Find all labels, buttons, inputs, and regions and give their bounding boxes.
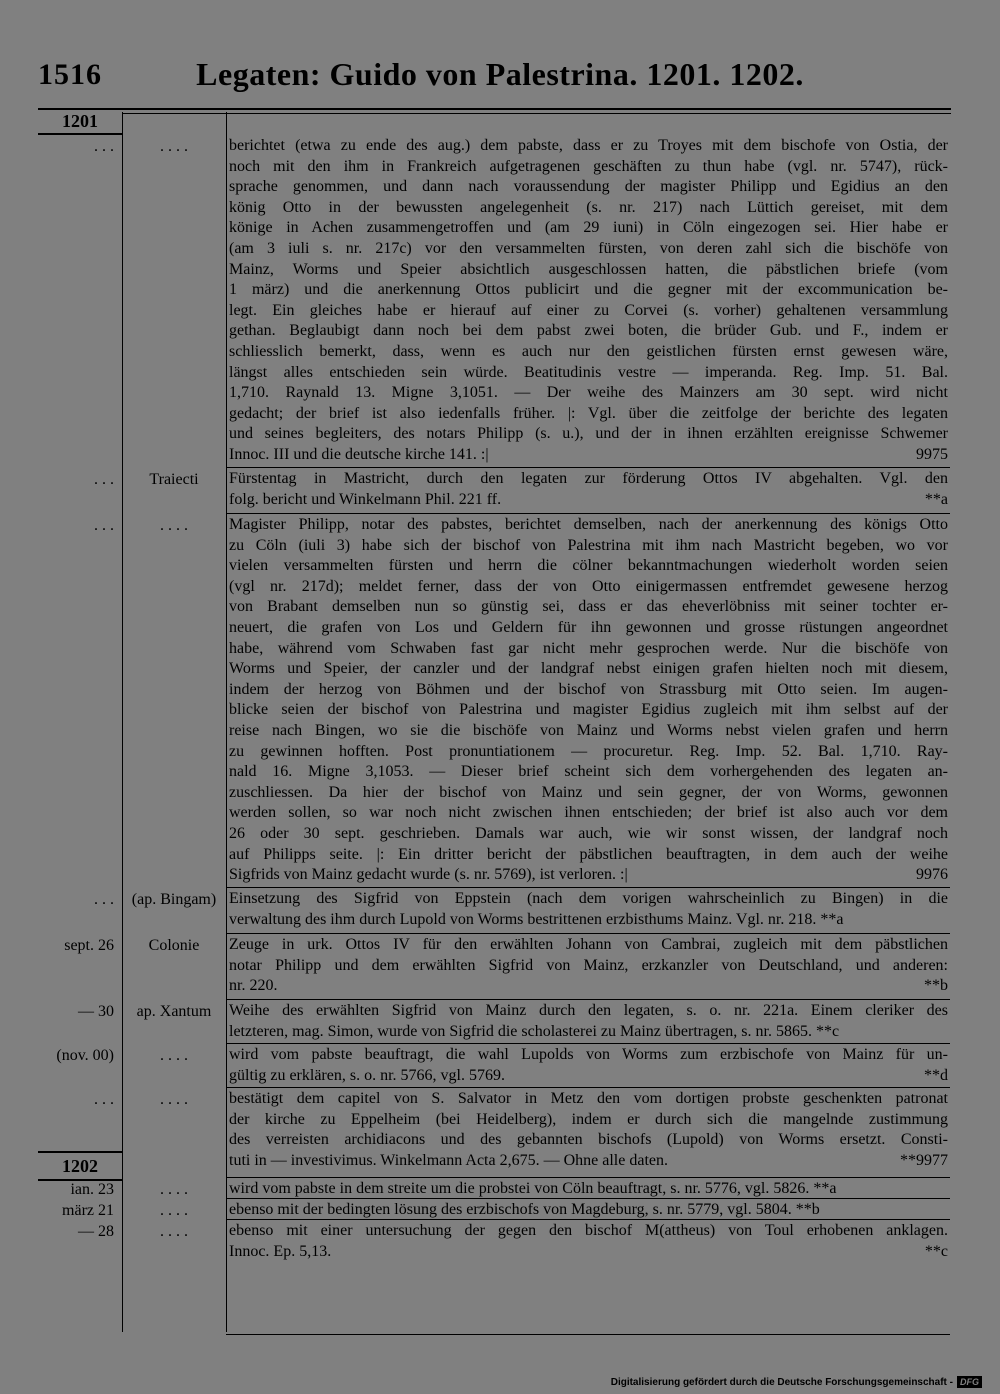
entry-text-line: von Brabant demselben nun so günstig sei, dass er das eheverlöbniss mit seiner tochter er- [229, 598, 948, 616]
entry-text-line: legt. Ein gleiches habe er hierauf auf einer zu Corvei (s. vorher) gehaltenen versammlung [229, 301, 948, 319]
entry-date: . . . [94, 471, 114, 488]
entry-place: . . . . [160, 138, 188, 155]
entry-date: — 30 [78, 1003, 114, 1020]
entry-text [229, 1045, 948, 1086]
entry-place: . . . . [160, 1047, 188, 1064]
entry-text-line: vielen versammelten fürsten und herrn die cölner bekanntmachungen wiederholt worden seien [229, 557, 948, 575]
entry-text [229, 1001, 948, 1042]
entry-text-line: Mainz, Worms und Speier absichtlich ausgeschlossen hatten, die päbstlichen briefe (vom [229, 260, 948, 278]
header-rule [38, 108, 951, 110]
entry-text-line: (vgl nr. 217d); meldet ferner, dass der von Otto einigermassen entfremdet gewesene herzog [229, 577, 948, 595]
entry-text-line: letzteren, mag. Simon, wurde von Sigfrid die scholasterei zu Mainz übertragen, s. nr. 5865. **c [229, 1022, 840, 1040]
entry-place: . . . . [160, 517, 188, 534]
entry-text-line: Worms und Speier, der canzler und der landgraf nebst einigen grafen hielten noch mit diesem, [229, 660, 948, 678]
entry-text-line: Weihe des erwählten Sigfrid von Mainz durch den legaten, s. o. nr. 221a. Einem cleriker des [229, 1002, 948, 1019]
entry-place: . . . . [160, 1202, 188, 1219]
year-heading-1202: 1202 [38, 1151, 122, 1181]
entry-text-line-content: Sigfrids von Mainz gedacht wurde (s. nr. 5769), ist verloren. :| [229, 866, 628, 884]
entry-text-line: Fürstentag in Mastricht, durch den legaten zur förderung Ottos IV abgehalten. Vgl. den [229, 470, 948, 487]
entry-text-line [229, 976, 948, 997]
entry-date: märz 21 [62, 1202, 114, 1219]
entry-text-line: des verreisten archidiacons und des gebannten bischofs (Lupold) von Worms ersetzt. Consti- [229, 1131, 948, 1149]
year-heading-1201: 1201 [62, 111, 98, 131]
entry-text [229, 1200, 948, 1221]
entry-separator [226, 1043, 950, 1044]
entry-separator [226, 1177, 950, 1178]
entry-place: . . . . [160, 1091, 188, 1108]
entry-place: . . . . [160, 1181, 188, 1198]
entry-text [229, 515, 948, 886]
entry-text-line: zu gewinnen hofften. Post pronuntiationem — procuretur. Reg. Imp. 52. Bal. 1,710. Ray- [229, 742, 948, 760]
footer-credit-text: Digitalisierung gefördert durch die Deutsche Forschungsgemeinschaft - [610, 1376, 953, 1388]
entry-number: **9977 [900, 1151, 948, 1169]
entry-text-line [229, 1242, 948, 1263]
entry-text-line: reise nach Bingen, wo sie die bischöfe von Mainz und Worms nebst vielen grafen und herrn [229, 721, 948, 739]
entry-date: sept. 26 [64, 937, 114, 954]
entry-date: — 28 [78, 1223, 114, 1240]
entry-text-line: zuschliessen. Da hier der bischof von Mainz und sein gegner, der von Worms, gewonnen [229, 783, 948, 801]
entry-text-line: Magister Philipp, notar des pabstes, berichtet demselben, nach der anerkennung des königs Otto [229, 516, 948, 533]
entry-date: (nov. 00) [56, 1047, 114, 1064]
entry-date: . . . [94, 891, 114, 908]
entry-text-line: berichtet (etwa zu ende des aug.) dem pabste, dass er zu Troyes mit dem bischofe von Ostia, der [229, 137, 948, 154]
entry-text-line: neuert, die grafen von Los und Geldern für ihn gewonnen und grosse rüstungen angeordnet [229, 618, 948, 636]
entry-text-line: 1 märz) und die anerkennung Ottos publicirt und die gegner mit der excommunication be- [229, 281, 948, 299]
entry-text-line: blicke seien der bischof von Palestrina und magister Egidius zugleich mit ihm selbst auf der [229, 701, 948, 719]
entry-separator [226, 1087, 950, 1088]
entry-number: **a [924, 490, 948, 508]
entry-number: **c [924, 1242, 948, 1260]
entry-text-line: (am 3 iuli s. nr. 217c) vor den versammelten fürsten, von deren zahl sich die bischöfe von [229, 239, 948, 257]
entry-text-line: wird vom pabste in dem streite um die probstei von Cöln beauftragt, s. nr. 5776, vgl. 5826. **a [229, 1180, 837, 1197]
entry-text-line: 26 oder 30 sept. geschrieben. Damals war auch, wie wir sonst wissen, der landgraf noch [229, 824, 948, 842]
entry-date: . . . [94, 138, 114, 155]
entry-text-line: Zeuge in urk. Ottos IV für den erwählten Johann von Cambrai, zugleich mit dem päbstlichen [229, 936, 948, 953]
entry-place: Traiecti [149, 471, 199, 488]
entry-text-line-content: nr. 220. [229, 977, 278, 995]
entry-text [229, 1179, 948, 1200]
running-title: Legaten: Guido von Palestrina. 1201. 1202. [196, 56, 804, 92]
entry-separator [226, 1198, 950, 1199]
entry-separator [226, 887, 950, 888]
entry-date: . . . [94, 1091, 114, 1108]
entry-text-line: noch mit den ihm in Frankreich aufgetragenen geschäften zu thun habe (vgl. nr. 5747), rück- [229, 157, 948, 175]
entry-text-line: der kirche zu Eppelheim (bei Heidelberg), indem er durch sich die mangelnde zustimmung [229, 1110, 948, 1128]
entry-text-line [229, 865, 948, 886]
entry-date: ian. 23 [70, 1181, 114, 1198]
entry-text-line-content: folg. bericht und Winkelmann Phil. 221 ff. [229, 490, 502, 508]
entry-text-line: sprache genommen, und dann nach voraussendung der magister Philipp und Egidius an den [229, 178, 948, 196]
entry-text-line: auf Philipps seite. |: Ein dritter bericht der päbstlichen beauftragten, in dem auch der weihe [229, 845, 948, 863]
column-divider-date [122, 112, 123, 1332]
entry-number: **d [924, 1066, 948, 1084]
entry-text-line: längst alles entschieden sein würde. Beatitudinis vestre — imperanda. Reg. Imp. 51. Bal. [229, 363, 948, 381]
entry-place: (ap. Bingam) [131, 891, 217, 908]
entry-text-line: habe, während vom Schwaben fast gar nicht mehr gesprochen werde. Nur die bischöfe von [229, 639, 948, 657]
entry-text-line: nald 16. Migne 3,1053. — Dieser brief scheint sich dem vorhergehenden des legaten an- [229, 763, 948, 781]
entry-date: . . . [94, 517, 114, 534]
header-rule-thin [122, 113, 951, 114]
bottom-rule [226, 1334, 950, 1335]
entry-number: 9976 [916, 866, 948, 884]
entry-text [229, 469, 948, 510]
entry-text-line: wird vom pabste beauftragt, die wahl Lupolds von Worms zum erzbischofe von Mainz für un- [229, 1046, 948, 1063]
page-number: 1516 [38, 58, 102, 91]
entry-text-line: notar Philipp und dem erwählten Sigfrid von Mainz, erzkanzler von Deutschland, und anderen: [229, 956, 948, 974]
column-divider-place [226, 112, 227, 1332]
entry-text [229, 1221, 948, 1262]
entry-text-line-content: tuti in — investivimus. Winkelmann Acta 2,675. — Ohne alle daten. [229, 1151, 668, 1169]
entry-text-line-content: Innoc. Ep. 5,13. [229, 1242, 332, 1260]
entry-text-line: ebenso mit einer untersuchung der gegen den bischof M(attheus) von Toul erhobenen anklagen. [229, 1222, 948, 1239]
entry-text-line: zu Cöln (iuli 3) habe sich der bischof von Palestrina mit ihm nach Mastricht begeben, wo vor [229, 536, 948, 554]
entry-text-line: schliesslich bemerkt, dass, wenn es auch nur den geistlichen fürsten ernst gewesen wäre, [229, 342, 948, 360]
entry-place: Colonie [148, 937, 200, 954]
entry-text-line [229, 1066, 948, 1087]
dfg-logo: DFG [957, 1376, 982, 1388]
entry-text-line: ebenso mit der bedingten lösung des erzbischofs von Magdeburg, s. nr. 5779, vgl. 5804. **b [229, 1201, 820, 1218]
entry-text-line: verwaltung des ihm durch Lupold von Worms bestrittenen erzbisthums Mainz. Vgl. nr. 218. **a [229, 910, 844, 928]
entry-text-line [229, 445, 948, 466]
entry-number: 9975 [916, 445, 948, 463]
entry-text-line: könige in Achen zusammengetroffen und (am 29 iuni) in Cöln eingezogen sei. Hier habe er [229, 219, 948, 237]
entry-text-line: gedacht; der brief ist also iedenfalls früher. |: Vgl. über die zeitfolge der berichte des legaten [229, 404, 948, 422]
entry-text-line: und seines begleiters, des notars Philipp (s. u.), und der in ihnen erzählten ereignisse Schwemer [229, 425, 948, 443]
entry-text-line [229, 1151, 948, 1172]
entry-text [229, 1089, 948, 1171]
entry-number: **b [924, 977, 948, 995]
year-heading-rule [38, 133, 122, 135]
entry-text-line: bestätigt dem capitel von S. Salvator in Metz den vom dortigen probste geschenkten patronat [229, 1090, 948, 1107]
footer-credit [611, 1376, 982, 1388]
entry-text [229, 935, 948, 997]
entry-text-line: indem der herzog von Böhmen und der bischof von Strassburg mit Otto seien. Im augen- [229, 680, 948, 698]
entry-text-line: Einsetzung des Sigfrid von Eppstein (nach dem vorigen wahrscheinlich zu Bingen) in die [229, 890, 948, 907]
entry-text-line-content: Innoc. III und die deutsche kirche 141. :| [229, 445, 489, 463]
entry-text [229, 889, 948, 930]
entry-separator [226, 1219, 950, 1220]
entry-separator [226, 933, 950, 934]
entry-text-line: könig Otto in der bewussten angelegenheit (s. nr. 217) nach Lüttich gereiset, mit dem [229, 198, 948, 216]
entry-separator [226, 513, 950, 514]
entry-separator [226, 467, 950, 468]
entry-text [229, 136, 948, 466]
entry-text-line [229, 490, 948, 511]
entry-text-line: 1,710. Raynald 13. Migne 3,1051. — Der weihe des Mainzers am 30 sept. wird nicht [229, 384, 948, 402]
entry-place: ap. Xantum [136, 1003, 212, 1020]
entry-text-line: werden sollen, so war noch nicht zwischen ihnen entschieden; der brief ist also auch vor dem [229, 804, 948, 822]
entry-place: . . . . [160, 1223, 188, 1240]
entry-text-line: gethan. Beglaubigt dann noch bei dem pabst zwei boten, die brüder Gub. und F., indem er [229, 322, 948, 340]
entry-text-line-content: gültig zu erklären, s. o. nr. 5766, vgl. 5769. [229, 1066, 505, 1084]
entry-separator [226, 999, 950, 1000]
